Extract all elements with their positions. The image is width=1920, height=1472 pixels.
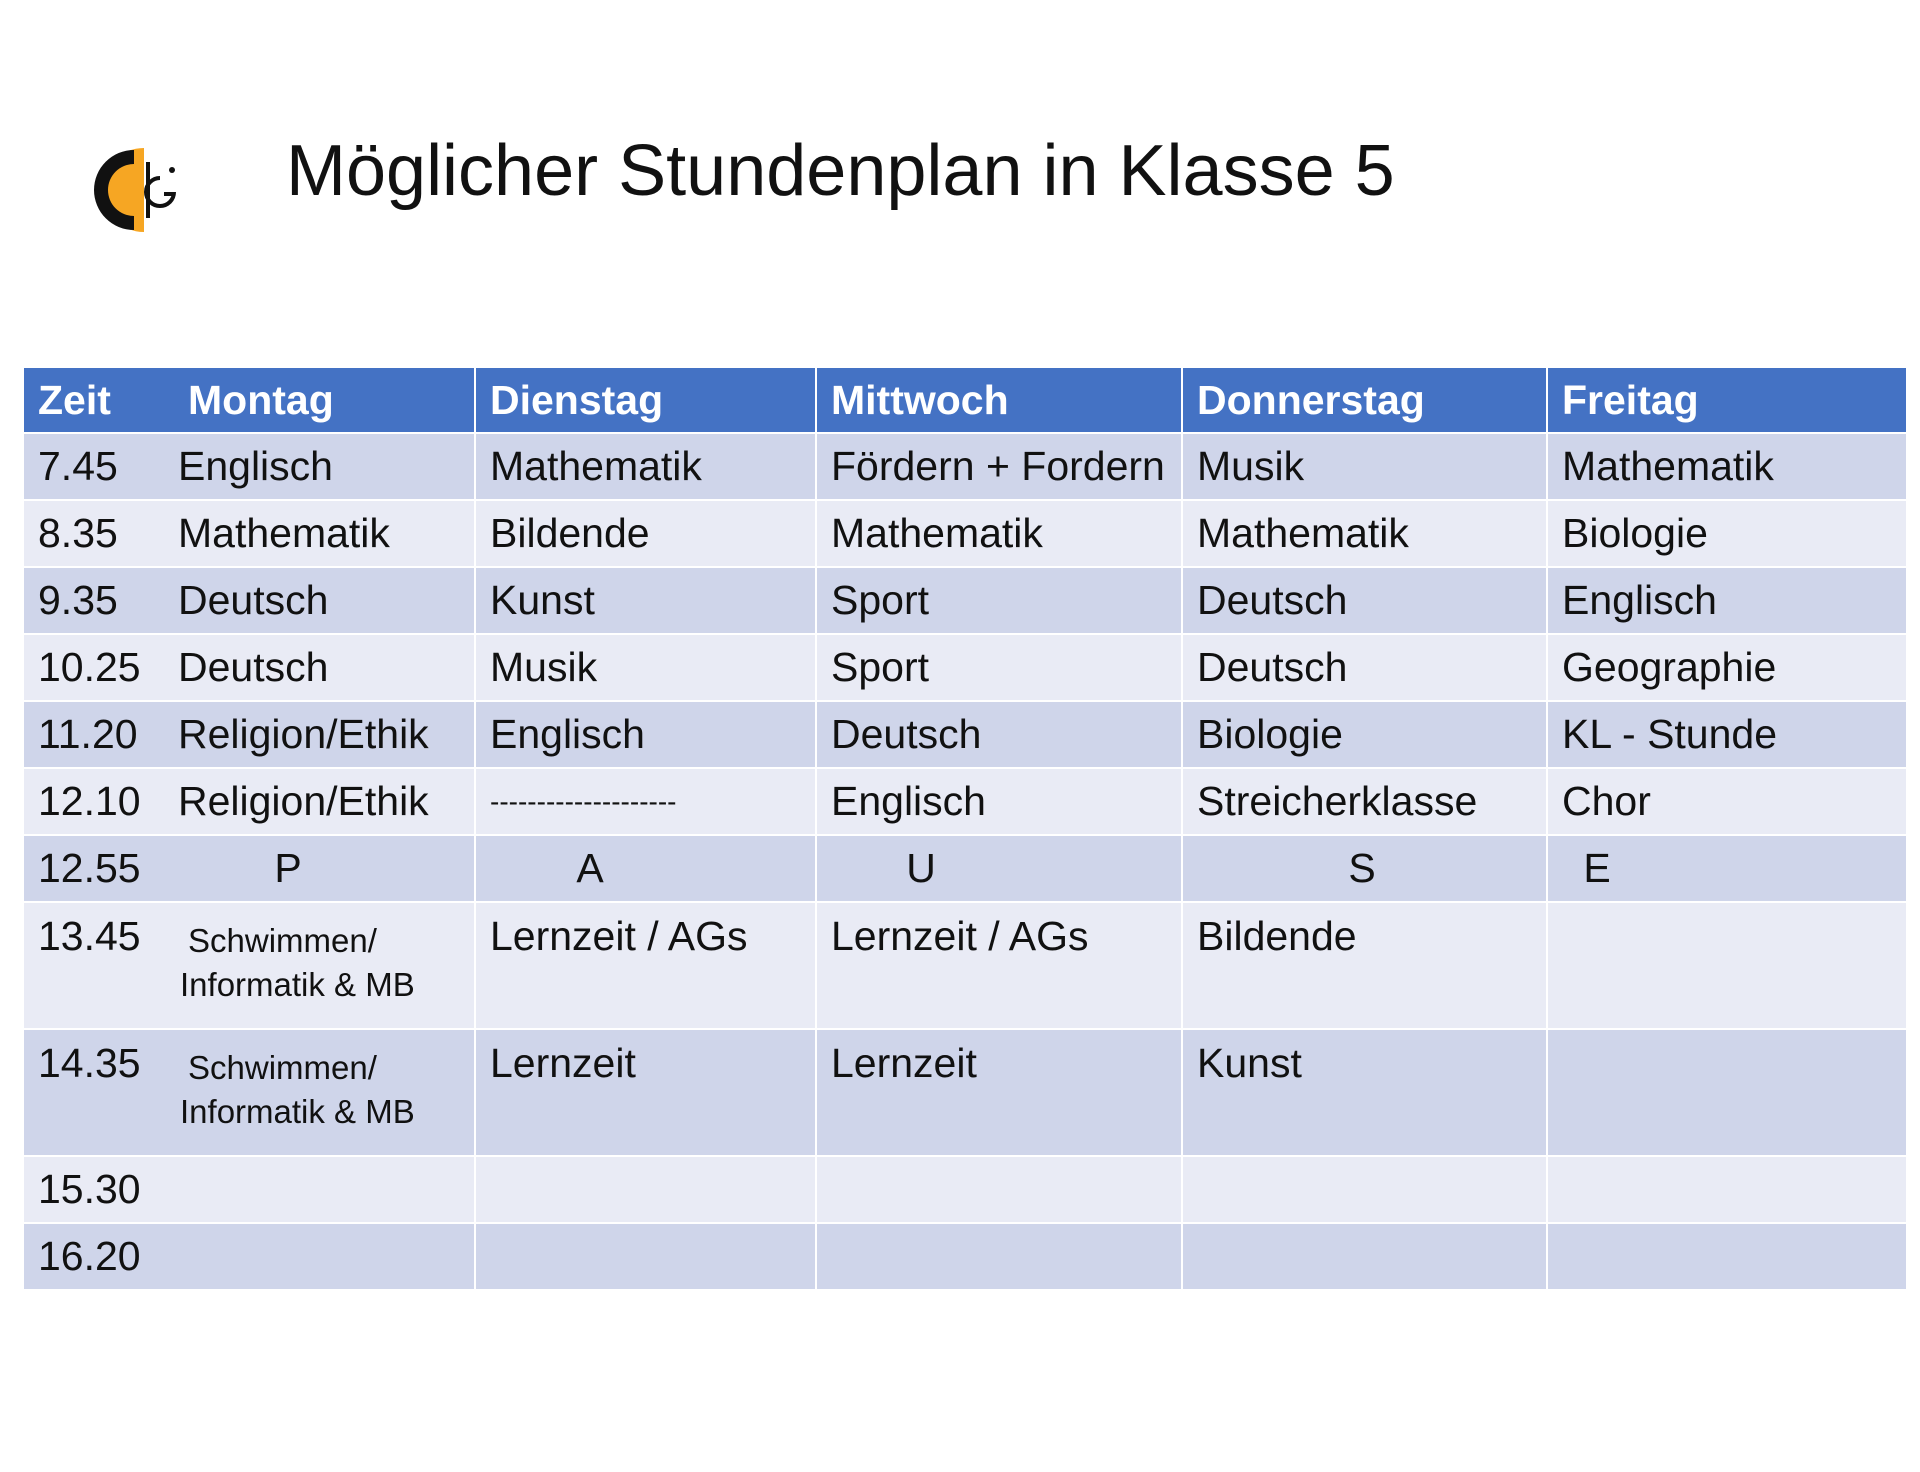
cell-freitag <box>1547 835 1907 902</box>
cell-montag <box>23 433 475 500</box>
lesson <box>180 1040 415 1134</box>
lesson-line: Informatik & MB <box>180 1093 415 1130</box>
cell-dienstag: Lernzeit / AGs <box>475 902 816 1029</box>
timetable <box>22 366 1908 1291</box>
time-cell: 10.25 <box>38 644 141 690</box>
table-row <box>23 902 1907 1029</box>
cell-montag <box>23 1223 475 1290</box>
lesson: Religion/Ethik <box>178 778 429 824</box>
cell-mittwoch: Lernzeit / AGs <box>816 902 1182 1029</box>
cell-dienstag: Lernzeit <box>475 1029 816 1156</box>
table-row <box>23 1156 1907 1223</box>
cell-dienstag: Musik <box>475 634 816 701</box>
time-cell: 8.35 <box>38 510 118 556</box>
cell-mittwoch: Sport <box>816 567 1182 634</box>
header-montag: Montag <box>188 376 334 423</box>
table-row <box>23 768 1907 835</box>
cell-freitag <box>1547 902 1907 1029</box>
cell-mittwoch: Fördern + Fordern <box>816 433 1182 500</box>
table-row <box>23 634 1907 701</box>
cell-dienstag <box>475 835 816 902</box>
cell-dienstag <box>475 1223 816 1290</box>
cell-dienstag <box>475 1156 816 1223</box>
pause-letter: U <box>906 845 936 891</box>
cell-freitag: Biologie <box>1547 500 1907 567</box>
cell-mittwoch: Deutsch <box>816 701 1182 768</box>
table-row <box>23 1223 1907 1290</box>
cell-freitag: KL - Stunde <box>1547 701 1907 768</box>
table-header-row <box>23 367 1907 433</box>
lesson <box>180 913 415 1007</box>
cell-montag <box>23 768 475 835</box>
header-zeit: Zeit <box>38 376 111 423</box>
lesson: Religion/Ethik <box>178 711 429 757</box>
lesson: Englisch <box>178 443 333 489</box>
pause-letter: E <box>1583 845 1611 891</box>
time-cell: 15.30 <box>38 1166 141 1212</box>
cell-donnerstag: Kunst <box>1182 1029 1547 1156</box>
lesson: Mathematik <box>178 510 390 556</box>
table-row-pause <box>23 835 1907 902</box>
pause-letter: A <box>576 845 604 891</box>
cell-montag <box>23 1029 475 1156</box>
table-row <box>23 433 1907 500</box>
cell-montag <box>23 1156 475 1223</box>
lesson-line: Informatik & MB <box>180 966 415 1003</box>
cell-donnerstag: Biologie <box>1182 701 1547 768</box>
cell-freitag <box>1547 1156 1907 1223</box>
cell-montag <box>23 500 475 567</box>
lesson-line: Schwimmen/ <box>188 1049 377 1086</box>
school-logo-icon <box>84 140 184 240</box>
cell-mittwoch <box>816 835 1182 902</box>
cell-donnerstag <box>1182 1223 1547 1290</box>
time-cell: 9.35 <box>38 577 118 623</box>
cell-donnerstag: Mathematik <box>1182 500 1547 567</box>
cell-freitag: Englisch <box>1547 567 1907 634</box>
cell-mittwoch: Sport <box>816 634 1182 701</box>
cell-freitag: Mathematik <box>1547 433 1907 500</box>
cell-mittwoch <box>816 1156 1182 1223</box>
cell-mittwoch: Lernzeit <box>816 1029 1182 1156</box>
time-cell: 11.20 <box>38 711 138 757</box>
header-dienstag: Dienstag <box>475 367 816 433</box>
time-cell: 14.35 <box>38 1040 141 1086</box>
cell-donnerstag <box>1182 835 1547 902</box>
time-cell: 16.20 <box>38 1233 141 1279</box>
cell-dienstag: -------------------- <box>475 768 816 835</box>
cell-montag <box>23 902 475 1029</box>
cell-montag <box>23 634 475 701</box>
header-freitag: Freitag <box>1547 367 1907 433</box>
cell-freitag <box>1547 1223 1907 1290</box>
cell-freitag: Geographie <box>1547 634 1907 701</box>
pause-letter: P <box>274 845 302 891</box>
cell-donnerstag: Streicherklasse <box>1182 768 1547 835</box>
cell-freitag: Chor <box>1547 768 1907 835</box>
time-cell: 13.45 <box>38 913 141 959</box>
pause-letter: S <box>1348 845 1376 891</box>
table-row <box>23 567 1907 634</box>
cell-freitag <box>1547 1029 1907 1156</box>
cell-donnerstag: Deutsch <box>1182 634 1547 701</box>
table-row <box>23 701 1907 768</box>
cell-mittwoch: Englisch <box>816 768 1182 835</box>
cell-donnerstag: Deutsch <box>1182 567 1547 634</box>
header-donnerstag: Donnerstag <box>1182 367 1547 433</box>
cell-dienstag: Englisch <box>475 701 816 768</box>
cell-montag <box>23 567 475 634</box>
lesson-line: Schwimmen/ <box>188 922 377 959</box>
page-title: Möglicher Stundenplan in Klasse 5 <box>286 131 1395 211</box>
cell-dienstag: Kunst <box>475 567 816 634</box>
cell-montag <box>23 835 475 902</box>
table-row <box>23 500 1907 567</box>
cell-montag <box>23 701 475 768</box>
cell-mittwoch <box>816 1223 1182 1290</box>
lesson: Deutsch <box>178 577 329 623</box>
cell-dienstag: Mathematik <box>475 433 816 500</box>
time-cell: 7.45 <box>38 443 118 489</box>
time-cell: 12.10 <box>38 778 141 824</box>
cell-donnerstag: Musik <box>1182 433 1547 500</box>
cell-mittwoch: Mathematik <box>816 500 1182 567</box>
cell-dienstag: Bildende <box>475 500 816 567</box>
lesson: Deutsch <box>178 644 329 690</box>
time-cell: 12.55 <box>38 845 141 891</box>
cell-donnerstag: Bildende <box>1182 902 1547 1029</box>
table-row <box>23 1029 1907 1156</box>
header-zeit-montag <box>23 367 475 433</box>
cell-donnerstag <box>1182 1156 1547 1223</box>
header-mittwoch: Mittwoch <box>816 367 1182 433</box>
